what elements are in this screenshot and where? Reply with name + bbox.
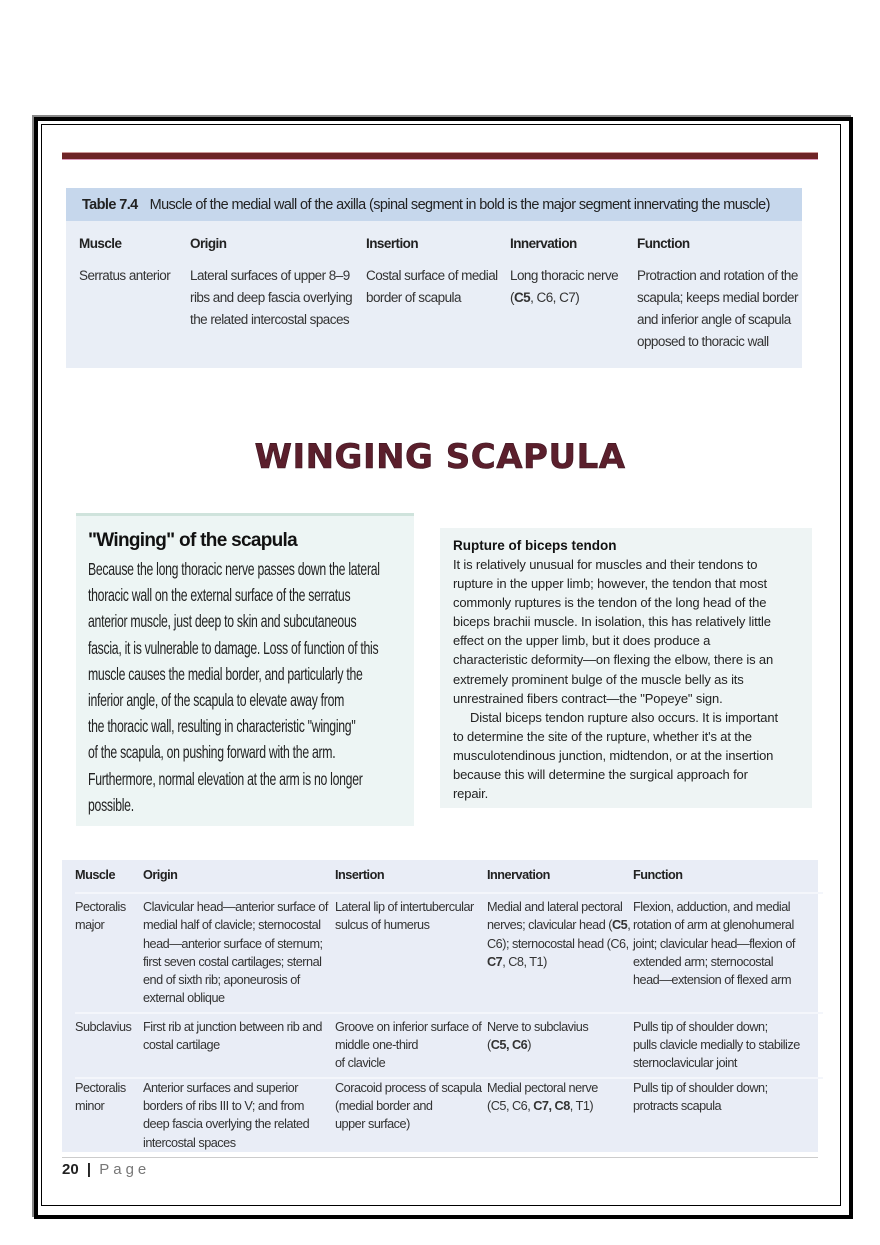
table-cell [143,894,335,1014]
cell-text: Protraction and rotation of the [637,268,798,283]
cell-text: Coracoid process of scapula [335,1080,482,1095]
column-header: Function [633,866,823,894]
table-cell [335,1014,487,1079]
cell-line [75,916,143,934]
cell-text: , T1) [569,1098,594,1113]
text-line: biceps brachii muscle. In isolation, this has relatively little [453,614,771,630]
text-line: to determine the site of the rupture, whether it's at the [453,728,752,744]
cell-line [190,265,366,287]
cell-line [143,1134,335,1152]
cell-text: , C8, T1) [502,954,547,969]
cell-line [487,1079,633,1097]
cell-line [190,309,366,331]
cell-text: Long thoracic nerve [510,268,619,283]
cell-text: Clavicular head—anterior surface of [143,900,328,914]
bold-segment: C7 [487,954,503,969]
cell-text: , [627,918,631,933]
text-line: effect on the upper limb, but it does produce a [453,633,711,649]
winging-text [76,556,414,818]
column-header: Muscle [75,866,143,894]
table-cell [79,265,190,353]
text-line: Because the long thoracic nerve passes down the lateral [88,559,380,579]
table-cell [633,1014,823,1079]
winging-scapula-box [76,513,414,826]
cell-line [143,1097,335,1115]
cell-text: ( [487,1038,491,1053]
cell-line [487,898,633,916]
cell-text: Pectoralis [75,1080,126,1095]
cell-line [487,1036,633,1054]
column-header: Function [637,236,690,251]
cell-text: Pulls tip of shoulder down; [633,1080,768,1095]
cell-text: costal cartilage [143,1038,220,1053]
cell-line [510,287,637,309]
table-cell [75,1014,143,1079]
cell-line [143,916,335,934]
cell-text: of clavicle [335,1056,386,1071]
column-header: Origin [143,866,335,894]
cell-text: rotation of arm at glenohumeral [633,918,794,933]
cell-line [637,287,807,309]
cell-line [143,1018,335,1036]
text-line: repair. [453,786,489,802]
cell-line [75,1018,143,1036]
cell-text: pulls clavicle medially to stabilize [633,1038,800,1053]
cell-line [487,1018,633,1036]
table-cell [366,265,510,353]
text-line: of the scapula, on pushing forward with the arm. [88,742,336,763]
winging-heading: "Winging" of the scapula [88,530,297,551]
cell-text: opposed to thoracic wall [637,334,769,349]
cell-line [633,1054,823,1072]
cell-text: upper surface) [335,1117,410,1132]
cell-line [637,309,807,331]
cell-text: Serratus anterior [79,268,171,283]
text-line: because this will determine the surgical approach for [453,767,748,783]
cell-line [487,1097,633,1115]
table-grid [75,866,823,1152]
text-line: anterior muscle, just deep to skin and subcutaneous [88,611,357,632]
cell-line [487,935,633,953]
cell-line [143,953,335,971]
table-cell [335,1079,487,1152]
cell-text: extended arm; sternocostal [633,954,774,969]
footer-separator: | [86,1161,92,1178]
cell-line [335,1036,487,1054]
cell-line [335,916,487,934]
table-cell [487,1014,633,1079]
page-label: Page [99,1161,151,1178]
cell-line [366,265,510,287]
column-header: Insertion [335,866,487,894]
bold-segment: C5 [612,918,628,933]
column-header: Innervation [487,866,633,894]
cell-text: minor [75,1098,105,1113]
text-line: commonly ruptures is the tendon of the long head of the [453,595,767,611]
table-cell [143,1014,335,1079]
table-cell [190,265,366,353]
cell-text: and inferior angle of scapula [637,312,791,327]
cell-text: Medial and lateral pectoral [487,900,623,914]
table-cell [335,894,487,1014]
cell-line [335,1115,487,1133]
text-line: fascia, it is vulnerable to damage. Loss of function of this [88,637,379,658]
cell-line [335,898,487,916]
cell-line [335,1079,487,1097]
cell-line [143,1036,335,1054]
cell-text: Nerve to subclavius [487,1019,589,1034]
cell-line [75,1079,143,1097]
cell-line [637,331,807,353]
text-line: Distal biceps tendon rupture also occurs. It is important [470,709,778,725]
table-label: Table 7.4 [82,196,138,213]
table-cell [633,1079,823,1152]
cell-line [487,916,633,934]
text-line: the thoracic wall, resulting in characteristic "winging" [88,716,356,737]
table-cell [487,1079,633,1152]
cell-text: C6); sternocostal head (C6, [487,936,629,951]
cell-text: scapula; keeps medial border [637,290,798,305]
text-line: possible. [88,794,134,815]
cell-line [487,953,633,971]
cell-text: head—anterior surface of sternum; [143,936,323,951]
cell-text: major [75,918,105,933]
text-line: characteristic deformity—on flexing the elbow, there is an [453,652,774,668]
column-header: Innervation [510,236,577,251]
column-header: Insertion [366,236,419,251]
cell-text: border of scapula [366,290,461,305]
cell-line [143,1079,335,1097]
cell-text: Pulls tip of shoulder down; [633,1019,768,1034]
cell-text: first seven costal cartilages; sternal [143,954,322,969]
table-grid [79,233,807,353]
cell-line [75,1097,143,1115]
biceps-rupture-box [440,528,812,808]
cell-text: Costal surface of medial [366,268,498,283]
cell-text: (medial border and [335,1098,433,1113]
cell-text: middle one-third [335,1038,418,1053]
cell-text: deep fascia overlying the related [143,1117,310,1132]
cell-line [637,265,807,287]
cell-text: head—extension of flexed arm [633,973,792,988]
cell-text: nerves; clavicular head ( [487,918,613,933]
table-cell [637,265,807,353]
bold-segment: C7, C8 [533,1098,570,1113]
cell-line [633,898,823,916]
text-line: extremely prominent bulge of the muscle belly as its [453,671,744,687]
cell-text: ( [510,290,514,305]
column-header: Origin [190,236,227,251]
cell-text: Medial pectoral nerve [487,1080,598,1095]
table-cell [487,894,633,1014]
text-line: Furthermore, normal elevation at the arm is no longer [88,768,363,789]
cell-text: First rib at junction between rib and [143,1019,322,1034]
cell-text: external oblique [143,991,225,1006]
cell-text: end of sixth rib; aponeurosis of [143,973,300,988]
text-line: inferior angle, of the scapula to elevate away from [88,690,345,711]
text-line: thoracic wall on the external surface of the serratus [88,585,351,606]
cell-text: medial half of clavicle; sternocostal [143,918,321,933]
cell-line [633,971,823,989]
cell-text: Anterior surfaces and superior [143,1080,298,1095]
page-title: WINGING SCAPULA [254,437,626,477]
cell-line [633,1018,823,1036]
cell-line [75,898,143,916]
cell-line [633,953,823,971]
table-cell [510,265,637,353]
page-footer [62,1157,818,1178]
cell-line [143,935,335,953]
pectoral-muscles-table [62,860,818,1152]
text-line: It is relatively unusual for muscles and their tendons to [453,557,758,572]
cell-text: protracts scapula [633,1098,722,1113]
cell-text: joint; clavicular head—flexion of [633,936,795,951]
table-caption [66,188,802,221]
cell-text: ) [527,1038,531,1053]
cell-text: sulcus of humerus [335,918,430,933]
cell-line [335,1018,487,1036]
cell-line [366,287,510,309]
cell-text: Pectoralis [75,900,126,914]
cell-line [633,1079,823,1097]
biceps-heading: Rupture of biceps tendon [453,538,617,553]
cell-line [143,898,335,916]
table-cell [143,1079,335,1152]
cell-line [633,935,823,953]
cell-text: Lateral surfaces of upper 8–9 [190,268,350,283]
cell-text: Subclavius [75,1019,132,1034]
cell-text: the related intercostal spaces [190,312,350,327]
cell-text: Groove on inferior surface of [335,1019,482,1034]
cell-text: Lateral lip of intertubercular [335,900,474,914]
cell-line [335,1097,487,1115]
cell-line [143,971,335,989]
cell-line [190,287,366,309]
biceps-text [440,555,812,803]
cell-line [335,1054,487,1072]
column-header: Muscle [79,236,122,251]
table-caption-text: Muscle of the medial wall of the axilla (spinal segment in bold is the major segment innervating the muscle) [149,196,770,213]
cell-text: intercostal spaces [143,1135,236,1150]
cell-line [143,989,335,1007]
bold-segment: C5, C6 [490,1038,528,1053]
cell-line [143,1115,335,1133]
cell-text: (C5, C6, [487,1098,534,1113]
text-line: musculotendinous junction, midtendon, or at the insertion [453,747,774,763]
cell-text: ribs and deep fascia overlying [190,290,353,305]
text-line: unrestrained fibers contract—the "Popeye" sign. [453,690,723,706]
bold-segment: C5 [513,290,531,305]
table-cell [75,1079,143,1152]
cell-line [633,1097,823,1115]
table-cell [633,894,823,1014]
cell-text: , C6, C7) [530,290,580,305]
text-line: muscle causes the medial border, and particularly the [88,663,363,684]
cell-line [79,265,190,287]
table-cell [75,894,143,1014]
cell-line [633,1036,823,1054]
cell-line [510,265,637,287]
cell-text: borders of ribs III to V; and from [143,1098,304,1113]
page-number: 20 [62,1161,79,1178]
cell-text: sternoclavicular joint [633,1056,737,1071]
cell-text: Flexion, adduction, and medial [633,900,791,914]
text-line: rupture in the upper limb; however, the tendon that most [453,576,767,592]
cell-line [633,916,823,934]
table-7-4 [66,188,802,368]
header-rule [62,152,818,160]
